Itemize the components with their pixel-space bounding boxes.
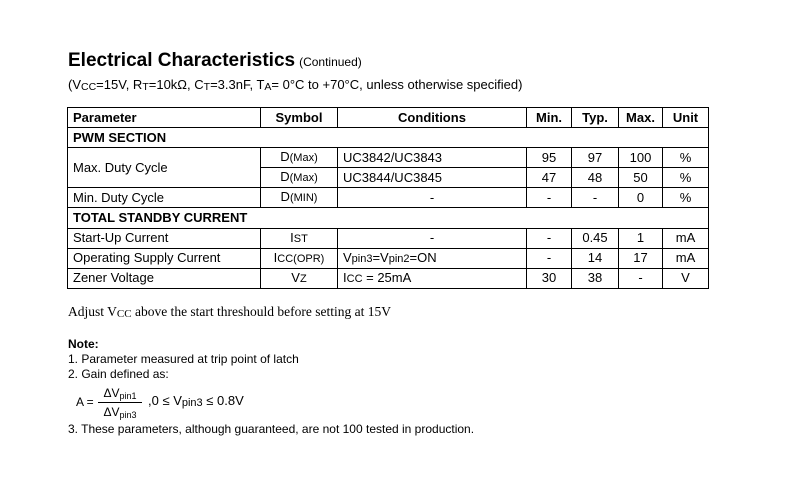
characteristics-table — [67, 107, 709, 289]
table-header-row — [68, 108, 709, 128]
cond-text: = 25mA — [362, 269, 412, 285]
cond-text: ,0 ≤ V — [148, 393, 182, 408]
conditions-cell: UC3844/UC3845 — [338, 168, 527, 188]
num-text: ΔV — [103, 386, 120, 400]
num-sub: pin1 — [119, 391, 137, 401]
symbol-sub: (Max) — [289, 172, 318, 185]
adjust-text: Adjust V — [68, 304, 117, 319]
adjust-text: above the start threshould before setting at 15V — [131, 304, 392, 319]
cond-text: =ON — [409, 249, 437, 265]
max-cell: - — [619, 268, 663, 288]
cond-text: = 0°C to +70°C, unless otherwise specified) — [271, 77, 523, 92]
symbol-cell — [261, 228, 338, 248]
conditions-cell — [338, 268, 527, 288]
typ-cell: 0.45 — [572, 228, 619, 248]
section-standby: TOTAL STANDBY CURRENT — [68, 208, 709, 228]
header-parameter: Parameter — [68, 108, 261, 128]
header-typ: Typ. — [572, 108, 619, 128]
cond-text: =10kΩ, C — [148, 77, 204, 92]
test-conditions — [68, 77, 522, 93]
conditions-cell: - — [338, 188, 527, 208]
den-text: ΔV — [103, 405, 120, 419]
note-2: 2. Gain defined as: — [68, 367, 169, 381]
min-cell: 95 — [527, 148, 572, 168]
cond-sub: CC — [346, 272, 363, 285]
symbol-sub: Z — [299, 272, 307, 285]
typ-cell: 48 — [572, 168, 619, 188]
min-cell: - — [527, 248, 572, 268]
param-operating: Operating Supply Current — [68, 248, 261, 268]
cond-text: ≤ 0.8V — [202, 393, 244, 408]
cond-sub: T — [142, 81, 149, 93]
header-unit: Unit — [663, 108, 709, 128]
unit-cell: mA — [663, 228, 709, 248]
symbol-main: V — [291, 269, 300, 285]
note-3: 3. These parameters, although guaranteed, are not 100 tested in production. — [68, 422, 475, 436]
cond-text: I — [343, 269, 347, 285]
note-1: 1. Parameter measured at trip point of latch — [68, 352, 299, 366]
conditions-cell — [338, 248, 527, 268]
cond-text: V — [343, 249, 352, 265]
param-max-duty: Max. Duty Cycle — [68, 148, 261, 188]
max-cell: 0 — [619, 188, 663, 208]
min-cell: 47 — [527, 168, 572, 188]
symbol-main: I — [290, 229, 294, 245]
param-min-duty: Min. Duty Cycle — [68, 188, 261, 208]
table-row — [68, 148, 709, 168]
unit-cell: mA — [663, 248, 709, 268]
header-max: Max. — [619, 108, 663, 128]
symbol-cell — [261, 168, 338, 188]
section-row — [68, 208, 709, 228]
cond-text: =15V, R — [96, 77, 143, 92]
cond-sub: pin3 — [181, 397, 203, 409]
min-cell: - — [527, 188, 572, 208]
header-symbol: Symbol — [261, 108, 338, 128]
adjust-sub: CC — [116, 308, 132, 320]
cond-sub: pin2 — [388, 252, 410, 265]
fraction-bar — [98, 402, 142, 403]
symbol-cell — [261, 148, 338, 168]
page-title — [68, 50, 362, 72]
min-cell: 30 — [527, 268, 572, 288]
notes-heading: Note: — [68, 337, 99, 351]
typ-cell: 14 — [572, 248, 619, 268]
symbol-sub: (MIN) — [289, 192, 318, 205]
cond-text: =V — [372, 249, 389, 265]
symbol-main: D — [280, 149, 290, 165]
conditions-cell: UC3842/UC3843 — [338, 148, 527, 168]
formula-denominator — [98, 404, 142, 420]
cond-sub: CC — [81, 81, 97, 93]
symbol-cell — [261, 268, 338, 288]
symbol-main: I — [273, 249, 278, 265]
max-cell: 100 — [619, 148, 663, 168]
unit-cell: % — [663, 168, 709, 188]
param-startup: Start-Up Current — [68, 228, 261, 248]
adjust-note — [68, 304, 391, 320]
symbol-main: D — [280, 189, 290, 205]
max-cell: 50 — [619, 168, 663, 188]
conditions-cell: - — [338, 228, 527, 248]
cond-sub: T — [203, 81, 211, 93]
symbol-sub: ST — [293, 232, 308, 245]
typ-cell: 97 — [572, 148, 619, 168]
unit-cell: % — [663, 148, 709, 168]
typ-cell: - — [572, 188, 619, 208]
title-text: Electrical Characteristics — [68, 50, 296, 71]
den-sub: pin3 — [119, 410, 137, 420]
param-zener: Zener Voltage — [68, 268, 261, 288]
header-min: Min. — [527, 108, 572, 128]
symbol-main: D — [280, 169, 290, 185]
max-cell: 17 — [619, 248, 663, 268]
cond-text: =3.3nF, T — [210, 77, 265, 92]
formula-condition — [148, 393, 244, 409]
title-note: (Continued) — [299, 55, 362, 69]
symbol-cell — [261, 188, 338, 208]
symbol-sub: (Max) — [289, 152, 318, 165]
table-row — [68, 228, 709, 248]
cond-text: (V — [68, 77, 81, 92]
table-row — [68, 188, 709, 208]
section-row — [68, 128, 709, 148]
formula-lhs: A = — [76, 395, 94, 409]
symbol-sub: CC(OPR) — [277, 252, 325, 265]
unit-cell: V — [663, 268, 709, 288]
formula-fraction — [98, 385, 142, 420]
formula-numerator — [98, 385, 142, 401]
typ-cell: 38 — [572, 268, 619, 288]
unit-cell: % — [663, 188, 709, 208]
section-pwm: PWM SECTION — [68, 128, 709, 148]
header-conditions: Conditions — [338, 108, 527, 128]
min-cell: - — [527, 228, 572, 248]
symbol-cell — [261, 248, 338, 268]
cond-sub: A — [264, 81, 272, 93]
table-row — [68, 248, 709, 268]
max-cell: 1 — [619, 228, 663, 248]
cond-sub: pin3 — [351, 252, 373, 265]
table-row — [68, 268, 709, 288]
